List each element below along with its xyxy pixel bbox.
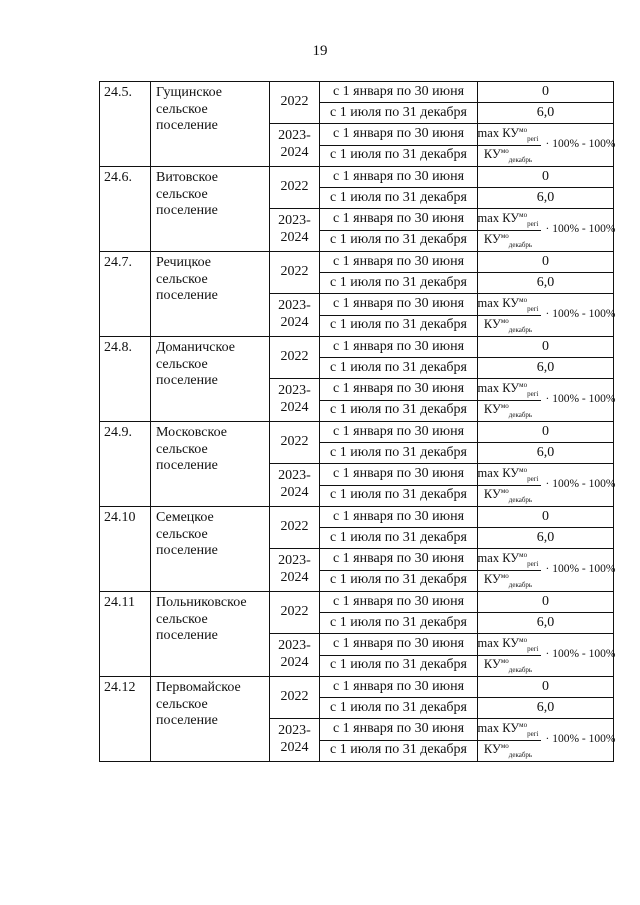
period-cell: с 1 июля по 31 декабря [320,570,478,592]
period-cell: с 1 июля по 31 декабря [320,655,478,677]
settlement-name: Московское сельское поселение [151,422,270,507]
formula-denominator [484,146,532,164]
formula [477,379,616,421]
formula-max: max [477,466,500,481]
formula-max: max [477,296,500,311]
formula-numerator [476,551,541,571]
formula-numerator-sub: регі [527,304,539,313]
formula-rest: · 100% - 100% [545,138,616,151]
period-cell: с 1 января по 30 июня [320,209,478,231]
value-cell: 6,0 [478,613,614,634]
value-cell: 6,0 [478,103,614,124]
tariff-table [99,81,614,762]
period-cell: с 1 июля по 31 декабря [320,188,478,209]
formula-numerator-sup: мо [519,126,528,135]
period-cell: с 1 января по 30 июня [320,379,478,401]
formula-rest: · 100% - 100% [545,223,616,236]
formula-numerator-sub: регі [527,559,539,568]
period-cell: с 1 января по 30 июня [320,549,478,571]
formula-numerator-sup: мо [519,381,528,390]
formula-max: max [477,211,500,226]
period-cell: с 1 июля по 31 декабря [320,443,478,464]
formula-denominator-sup: мо [500,232,509,240]
formula-numerator-sup: мо [519,466,528,475]
tariff-table-body [100,82,614,762]
formula-numerator [476,721,541,741]
formula [477,124,616,166]
formula-cell [478,549,614,592]
formula-max: max [477,551,500,566]
formula-numerator-main: КУ [502,296,520,311]
formula-denominator-main: КУ [483,317,501,332]
formula [477,464,616,506]
formula-fraction [476,721,541,759]
formula-denominator-main: КУ [483,402,501,417]
formula-max: max [477,636,500,651]
period-cell: с 1 июля по 31 декабря [320,315,478,337]
row-number: 24.6. [100,167,151,252]
formula-numerator-sup: мо [519,636,528,645]
period-cell: с 1 июля по 31 декабря [320,613,478,634]
formula-fraction [476,466,541,504]
period-cell: с 1 января по 30 июня [320,337,478,358]
formula-denominator-main: КУ [483,742,501,757]
formula-fraction [476,381,541,419]
formula-numerator-main: КУ [502,551,520,566]
value-cell: 6,0 [478,528,614,549]
settlement-name: Гущинское сельское поселение [151,82,270,167]
formula-denominator-sup: мо [500,147,509,155]
value-cell: 0 [478,252,614,273]
period-cell: с 1 июля по 31 декабря [320,145,478,167]
formula-numerator [476,126,541,146]
value-cell: 6,0 [478,698,614,719]
period-cell: с 1 июля по 31 декабря [320,740,478,762]
row-number: 24.11 [100,592,151,677]
formula-cell [478,209,614,252]
formula-fraction [476,636,541,674]
settlement-name: Витовское сельское поселение [151,167,270,252]
period-cell: с 1 января по 30 июня [320,464,478,486]
year-cell: 2022 [270,167,320,209]
formula-fraction [476,296,541,334]
formula-numerator-sup: мо [519,551,528,560]
formula-denominator [484,571,532,589]
year-cell: 2022 [270,507,320,549]
period-cell: с 1 января по 30 июня [320,167,478,188]
year-range-cell: 2023- 2024 [270,379,320,422]
period-cell: с 1 июля по 31 декабря [320,485,478,507]
formula-rest: · 100% - 100% [545,478,616,491]
row-number: 24.5. [100,82,151,167]
period-cell: с 1 июля по 31 декабря [320,273,478,294]
formula-numerator [476,636,541,656]
formula-denominator [484,656,532,674]
formula [477,634,616,676]
formula-rest: · 100% - 100% [545,393,616,406]
formula-max: max [477,126,500,141]
formula-numerator-main: КУ [502,466,520,481]
formula-cell [478,464,614,507]
year-range-cell: 2023- 2024 [270,464,320,507]
year-cell: 2022 [270,82,320,124]
formula-numerator [476,466,541,486]
formula-numerator-sub: регі [527,219,539,228]
row-number: 24.10 [100,507,151,592]
formula-cell [478,124,614,167]
table-row [100,592,614,613]
formula-denominator-sub: декабрь [508,155,533,164]
period-cell: с 1 июля по 31 декабря [320,358,478,379]
formula-denominator-sub: декабрь [508,240,533,249]
settlement-name: Первомайское сельское поселение [151,677,270,762]
period-cell: с 1 января по 30 июня [320,124,478,146]
formula-denominator [484,741,532,759]
formula-denominator-sup: мо [500,487,509,495]
year-range-cell: 2023- 2024 [270,124,320,167]
value-cell: 0 [478,507,614,528]
period-cell: с 1 января по 30 июня [320,677,478,698]
formula-numerator-sub: регі [527,729,539,738]
value-cell: 0 [478,677,614,698]
period-cell: с 1 января по 30 июня [320,634,478,656]
period-cell: с 1 января по 30 июня [320,252,478,273]
formula-denominator-main: КУ [483,487,501,502]
formula-denominator-main: КУ [483,657,501,672]
formula-numerator-main: КУ [502,636,520,651]
value-cell: 0 [478,422,614,443]
formula-numerator-main: КУ [502,211,520,226]
formula-denominator-main: КУ [483,147,501,162]
period-cell: с 1 января по 30 июня [320,507,478,528]
formula-numerator-sup: мо [519,721,528,730]
formula-numerator-sup: мо [519,211,528,220]
year-range-cell: 2023- 2024 [270,294,320,337]
formula-denominator-sub: декабрь [508,580,533,589]
year-range-cell: 2023- 2024 [270,719,320,762]
formula-numerator [476,381,541,401]
formula-numerator-sub: регі [527,644,539,653]
year-range-cell: 2023- 2024 [270,549,320,592]
period-cell: с 1 января по 30 июня [320,294,478,316]
value-cell: 6,0 [478,358,614,379]
period-cell: с 1 июля по 31 декабря [320,103,478,124]
page-number: 19 [312,43,328,59]
value-cell: 6,0 [478,273,614,294]
year-cell: 2022 [270,677,320,719]
settlement-name: Семецкое сельское поселение [151,507,270,592]
formula-rest: · 100% - 100% [545,308,616,321]
formula-denominator-sup: мо [500,317,509,325]
formula-rest: · 100% - 100% [545,563,616,576]
formula-denominator [484,401,532,419]
table-row [100,337,614,358]
formula [477,549,616,591]
formula-fraction [476,126,541,164]
formula-denominator-sub: декабрь [508,410,533,419]
value-cell: 0 [478,82,614,103]
year-cell: 2022 [270,337,320,379]
formula-numerator-sub: регі [527,389,539,398]
formula-numerator-sup: мо [519,296,528,305]
value-cell: 0 [478,167,614,188]
formula-denominator-sup: мо [500,742,509,750]
formula-denominator-sup: мо [500,572,509,580]
formula-numerator [476,296,541,316]
formula-cell [478,379,614,422]
year-cell: 2022 [270,422,320,464]
formula [477,209,616,251]
formula [477,719,616,761]
period-cell: с 1 января по 30 июня [320,719,478,741]
formula-denominator-main: КУ [483,572,501,587]
year-range-cell: 2023- 2024 [270,209,320,252]
formula-numerator-main: КУ [502,126,520,141]
period-cell: с 1 июля по 31 декабря [320,230,478,252]
formula-cell [478,294,614,337]
settlement-name: Доманичское сельское поселение [151,337,270,422]
formula-denominator-sub: декабрь [508,750,533,759]
settlement-name: Речицкое сельское поселение [151,252,270,337]
formula-fraction [476,551,541,589]
formula-denominator [484,316,532,334]
period-cell: с 1 января по 30 июня [320,422,478,443]
formula-numerator-sub: регі [527,474,539,483]
formula-denominator [484,231,532,249]
value-cell: 6,0 [478,443,614,464]
formula-numerator-sub: регі [527,134,539,143]
formula-max: max [477,721,500,736]
formula-denominator [484,486,532,504]
row-number: 24.12 [100,677,151,762]
year-cell: 2022 [270,252,320,294]
formula-numerator [476,211,541,231]
formula-cell [478,719,614,762]
formula-denominator-sub: декабрь [508,325,533,334]
year-range-cell: 2023- 2024 [270,634,320,677]
formula-fraction [476,211,541,249]
value-cell: 6,0 [478,188,614,209]
formula-denominator-sup: мо [500,657,509,665]
formula-cell [478,634,614,677]
formula-denominator-sub: декабрь [508,665,533,674]
formula-denominator-sup: мо [500,402,509,410]
settlement-name: Польниковское сельское поселение [151,592,270,677]
period-cell: с 1 июля по 31 декабря [320,698,478,719]
formula-max: max [477,381,500,396]
table-row [100,422,614,443]
period-cell: с 1 января по 30 июня [320,592,478,613]
formula-rest: · 100% - 100% [545,733,616,746]
formula-numerator-main: КУ [502,721,520,736]
formula-numerator-main: КУ [502,381,520,396]
row-number: 24.9. [100,422,151,507]
year-cell: 2022 [270,592,320,634]
value-cell: 0 [478,592,614,613]
table-row [100,252,614,273]
row-number: 24.8. [100,337,151,422]
formula-denominator-main: КУ [483,232,501,247]
formula [477,294,616,336]
table-row [100,677,614,698]
table-row [100,82,614,103]
table-row [100,507,614,528]
formula-denominator-sub: декабрь [508,495,533,504]
value-cell: 0 [478,337,614,358]
period-cell: с 1 января по 30 июня [320,82,478,103]
period-cell: с 1 июля по 31 декабря [320,528,478,549]
period-cell: с 1 июля по 31 декабря [320,400,478,422]
formula-rest: · 100% - 100% [545,648,616,661]
row-number: 24.7. [100,252,151,337]
table-row [100,167,614,188]
